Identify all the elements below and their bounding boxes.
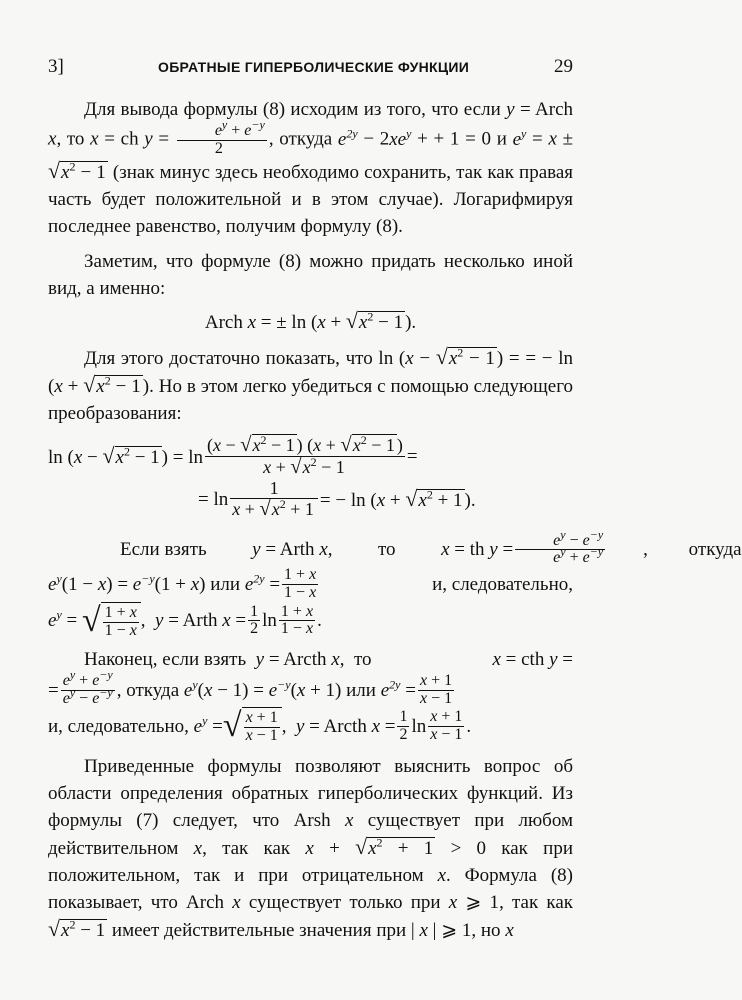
text-span: Arch — [186, 892, 225, 914]
running-header — [48, 56, 573, 80]
text-span: и, следовательно, — [432, 574, 573, 596]
running-title: ОБРАТНЫЕ ГИПЕРБОЛИЧЕСКИЕ ФУНКЦИИ — [158, 59, 470, 75]
text-span: Если взять — [120, 539, 207, 561]
text-span: и — [496, 128, 507, 150]
text-span: Для вывода формулы (8) исходим из того, что если — [84, 99, 501, 120]
text-span: (знак минус здесь необходимо сохранить, так как правая часть будет положительной и в этом случае). Логарифмируя последнее равенство, получим формулу (8). — [48, 161, 574, 237]
paragraph-5-line-3: и, следовательно, $e^y$ = √ $\frac{x + 1}{x - 1}$ , y = Arcth x = $\frac{1}{2}$ ln $\frac{x + 1}{x - 1}$ . — [48, 707, 472, 745]
paragraph-6: Приведенные формулы позволяют выяснить вопрос об области определения обратных гиперболических функций. Из формулы (7) следует, что Arsh x существует при любом действительном x, так как $x + √x^2 + 1 > 0$ как при положительном, так и при отрицательном x. Формула (8) показывает, что Arch x существует только при x ⩾ 1, так как $√x^2 - 1$ имеет действительные значения при | x | ⩾ 1, но x — [48, 756, 574, 942]
text-span: или — [346, 679, 376, 701]
paragraph-2: Заметим, что формуле (8) можно придать несколько иной вид, а именно: — [48, 250, 573, 299]
section-number: 3] — [48, 56, 64, 77]
text-span: Для этого достаточно показать, что — [84, 347, 373, 369]
page-number: 29 — [554, 56, 573, 77]
paragraph-4-line-1: Если взять y = Arth x, то x = th y = $\frac{e^y - e^{-y}}{e^y + e^{-y}}$ , откуда — [48, 533, 573, 568]
paragraph-5-line-1: Наконец, если взять y = Arcth x, то x = cth y = — [48, 646, 573, 673]
text-span: существует только при — [248, 892, 441, 914]
text-span: Приведенные формулы позволяют выяснить вопрос об области определения обратных гиперболических функций. Из формулы (7) следует, что — [48, 756, 573, 832]
paragraph-1: Для вывода формулы (8) исходим из того, что если y = Arch x, то x = ch y = $\frac{e^y + e^{-y}}{2}$ , откуда $e^{2y} - 2xe^y$ + + 1 = 0 и $e^y = x \pm √x^2 - 1$ (знак минус здесь необходимо сохранить, так как правая часть будет положительной и в этом случае). Логарифмируя последнее равенство, получим формулу (8). — [48, 99, 574, 237]
text-span: Наконец, если взять — [84, 648, 247, 670]
paragraph-3: Для этого достаточно показать, что $\ln (x - √x^2 - 1$ ) = = − $\ln (x + √x^2 - 1$ ). Но в этом легко убедиться с помощью следующего преобразования: — [48, 344, 574, 424]
text-span: или — [210, 574, 241, 596]
text-span: , но — [471, 920, 501, 942]
text-span: . Формула (8) показывает, что — [48, 865, 574, 914]
page-body — [48, 96, 742, 944]
text-span: Arsh — [293, 810, 331, 832]
fraction: $\frac{e^y + e^{-y}}{2}$ — [177, 123, 267, 158]
text-span: то — [66, 128, 85, 150]
text-span: и, следовательно, — [48, 715, 189, 737]
text-span: имеет действительные значения при — [111, 920, 407, 942]
text-span: , так как — [202, 838, 291, 860]
text-span: откуда — [279, 128, 333, 150]
text-span: > 0 как при положительном, так и при отрицательном — [48, 838, 574, 887]
paragraph-4-line-3: $e^y$ = √ $\frac{1 + x}{1 - x}$ , y = Arth x = $\frac{1}{2}$ ln $\frac{1 + x}{1 - x}$ . — [48, 601, 322, 639]
paragraph-4-line-2: $e^y(1 - x) = e^{-y}(1 + x)$ или $e^{2y}$ = $\frac{1 + x}{1 - x}$ и, следовательно, — [48, 566, 573, 602]
text-span: то — [378, 539, 396, 561]
text-span: откуда — [688, 539, 742, 561]
text-span: то — [353, 648, 372, 670]
display-formula-1: Arch x = ± $\ln (x + √x^2 - 1$ ). — [204, 308, 417, 333]
paragraph-5-line-2: = $\frac{e^y + e^{-y}}{e^y - e^{-y}}$ , откуда $e^y(x - 1) = e^{-y}(x + 1)$ или $e^{2y}$ = $\frac{x + 1}{x - 1}$ — [48, 667, 453, 707]
text-span: существует при любом действительном — [48, 810, 574, 860]
text-span: откуда — [126, 679, 180, 701]
text-span: , так как — [499, 892, 574, 914]
text-span: Но в этом легко убедиться с помощью следующего преобразования: — [48, 375, 574, 424]
display-formula-3: = ln $\frac{1}{x + √x^2 + 1}$ = − $\ln (x + √x^2 + 1$ ). — [198, 478, 476, 520]
display-formula-2: $\ln (x - √x^2 - 1$ ) = ln $\frac{(x - √x^2 - 1 ) (x + √x^2 - 1 )}{x + √x^2 - 1}$ = — [48, 432, 418, 479]
